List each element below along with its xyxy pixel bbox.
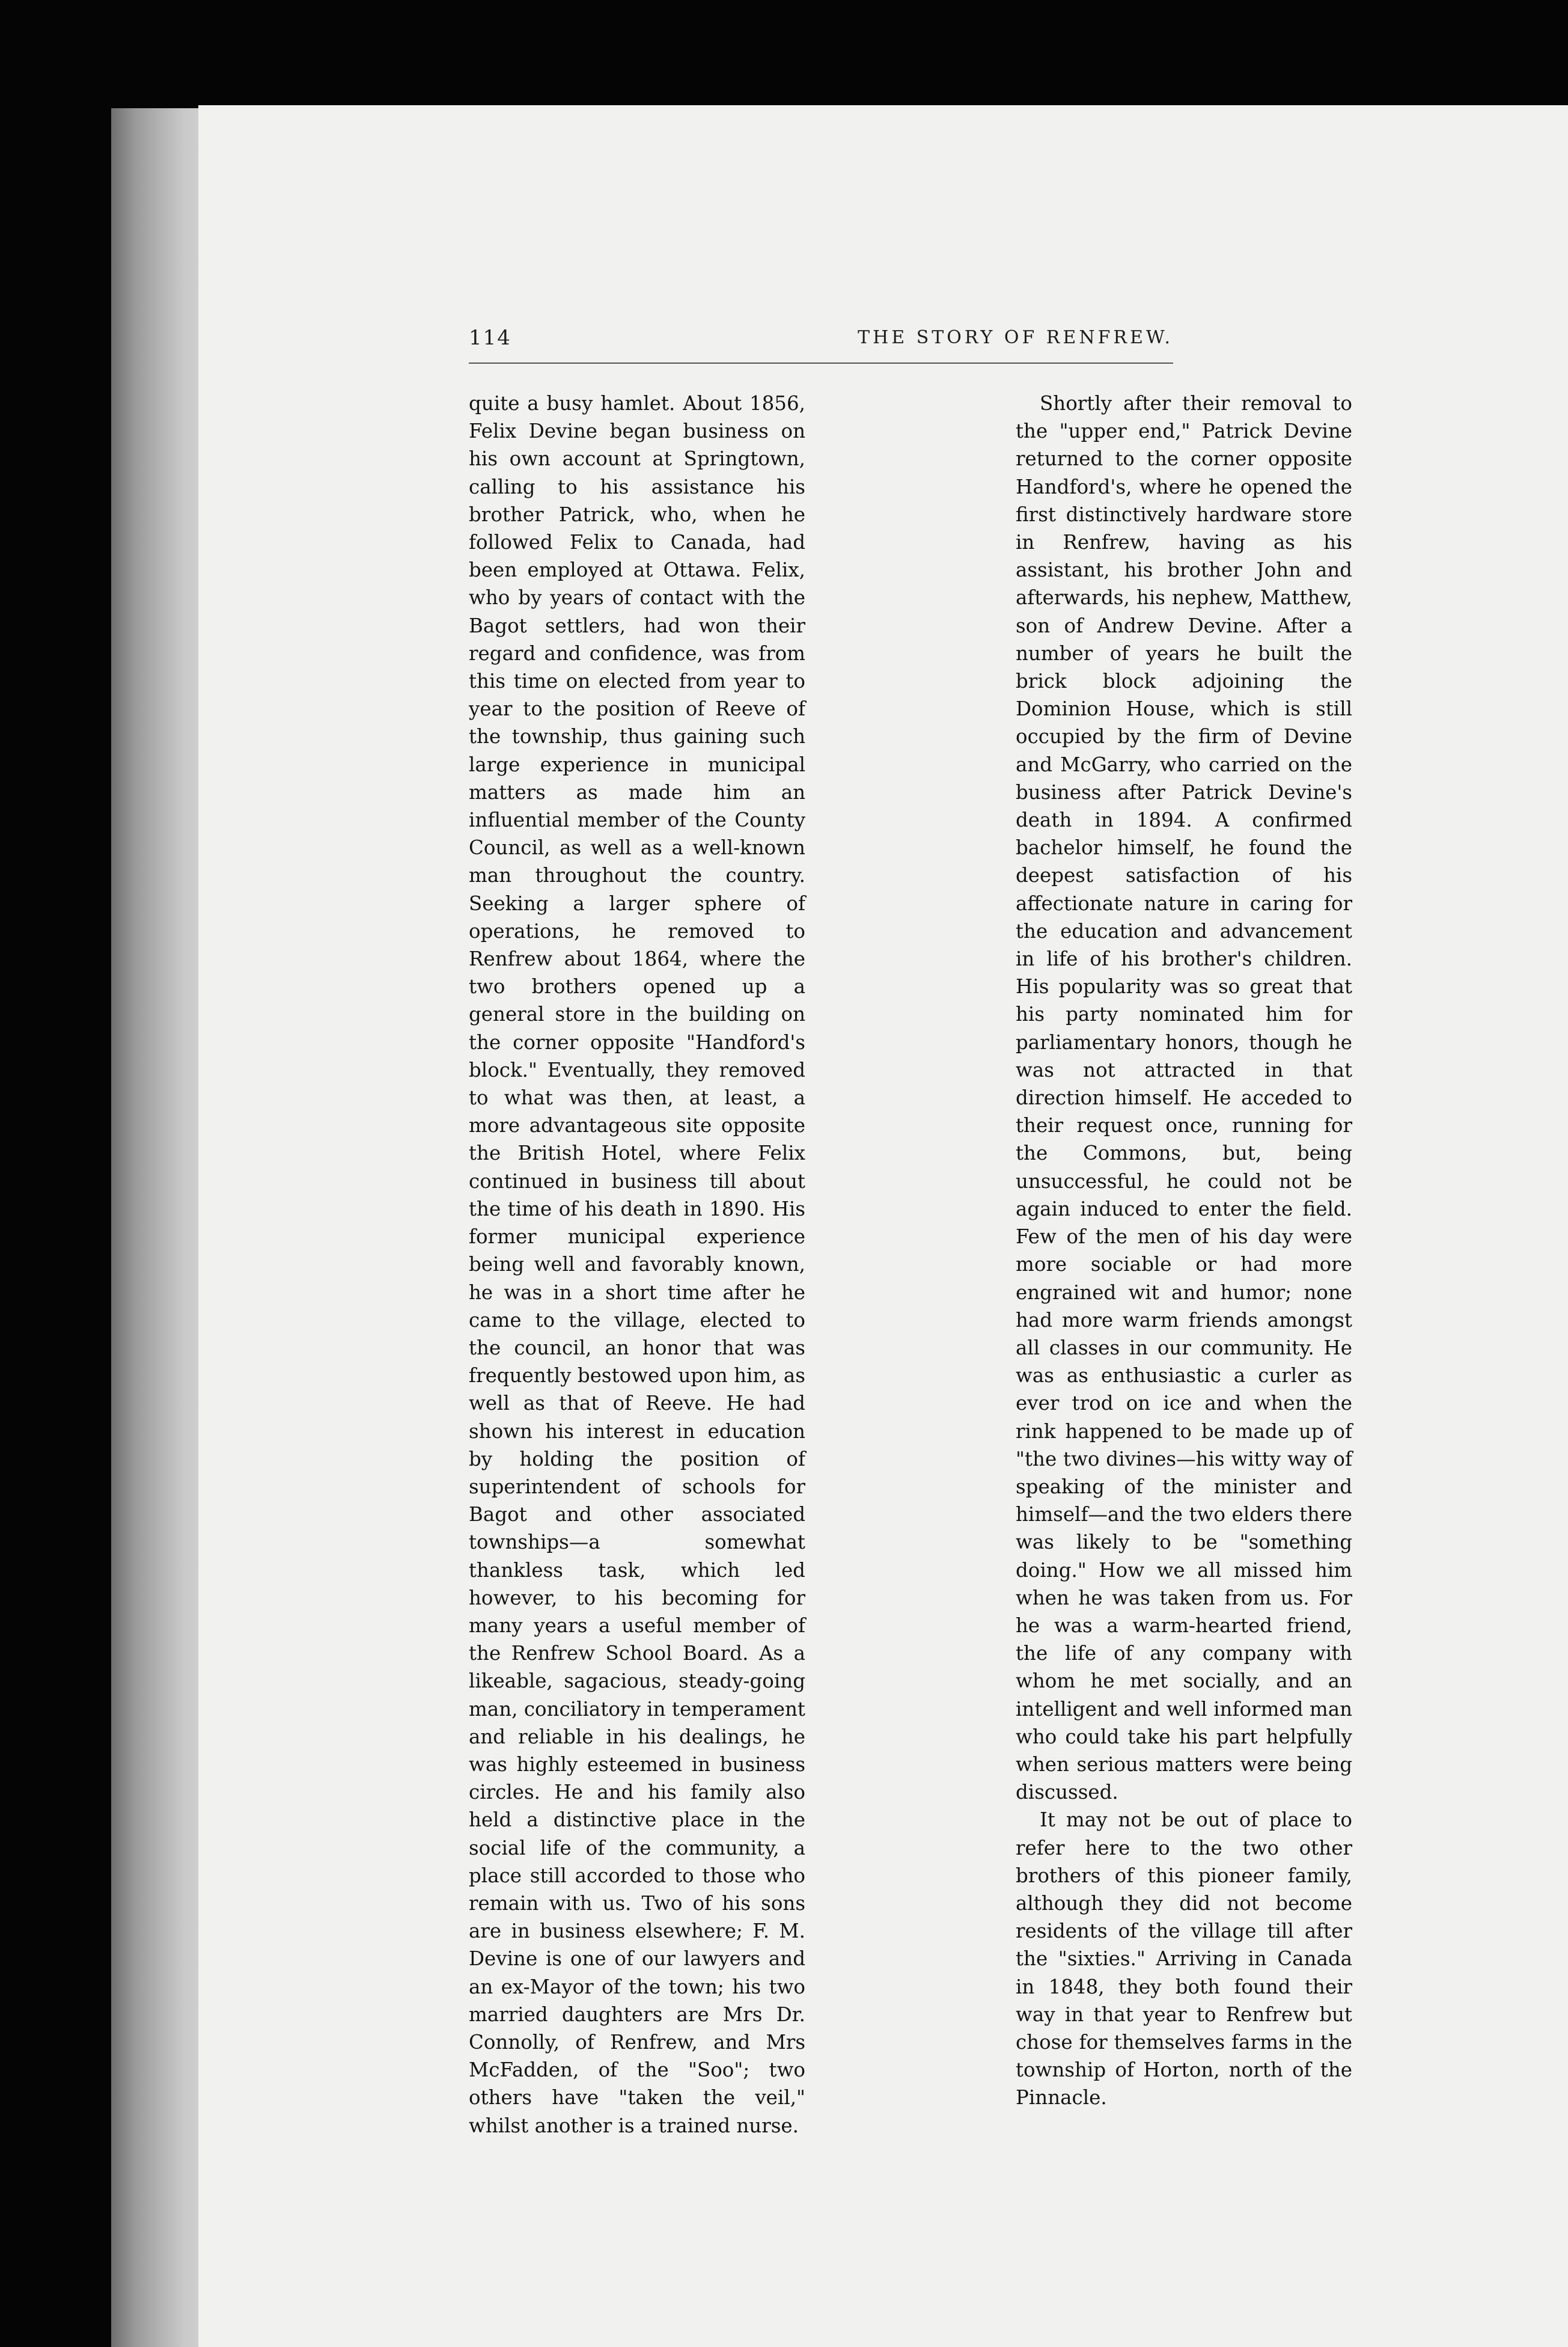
left-paragraph-1: quite a busy hamlet. About 1856, Felix Devine began business on his own account at Springtown, calling to his assistance his brother Patrick, who, when he followed Felix to Canada, had been employed at Ottawa. Felix, who by years of contact with the Bagot settlers, had won their regard and confidence, was from this time on elected from year to year to the position of Reeve of the township, thus gaining such large experience in municipal matters as made him an influential member of the County Council, as well as a well-known man throughout the country. Seeking a larger sphere of operations, he removed to Renfrew about 1864, where the two brothers opened up a general store in the building on the corner opposite "Handford's block." Eventually, they removed to what was then, at least, a more advantageous site opposite the British Hotel, where Felix continued in business till about the time of his death in 1890. His former municipal experience being well and favorably known, he was in a short time after he came to the village, elected to the council, an honor that was frequently bestowed upon him, as well as that of Reeve. He had shown his interest in education by holding the position of superintendent of schools for Bagot and other associated townships—a somewhat thankless task, which led however, to his becoming for many years a useful member of the Renfrew School Board. As a likeable, sagacious, steady-going man, conciliatory in temperament and reliable in his dealings, he was highly esteemed in business circles. He and his family also held a distinctive place in the social life of the community, a place still accorded to those who remain with us. Two of his sons are in business elsewhere; F. M. Devine is one of our lawyers and an ex-Mayor of the town; his two married daughters are Mrs Dr. Connolly, of Renfrew, and Mrs McFadden, of the "Soo"; two others have "taken the veil," whilst another is a trained nurse. [469, 392, 805, 2137]
right-paragraph-1: Shortly after their removal to the "upper end," Patrick Devine returned to the corner opposite Handford's, where he opened the first distinctively hardware store in Renfrew, having as his assistant, his brother John and afterwards, his nephew, Matthew, son of Andrew Devine. After a number of years he built the brick block adjoining the Dominion House, which is still occupied by the firm of Devine and McGarry, who carried on the business after Patrick Devine's death in 1894. A confirmed bachelor himself, he found the deepest satisfaction of his affectionate nature in caring for the education and advancement in life of his brother's children. His popularity was so great that his party nominated him for parliamentary honors, though he was not attracted in that direction himself. He acceded to their request once, running for the Commons, but, being unsuccessful, he could not be again induced to enter the field. Few of the men of his day were more sociable or had more engrained wit and humor; none had more warm friends amongst all classes in our community. He was as enthusiastic a curler as ever trod on ice and when the rink happened to be made up of "the two divines—his witty way of speaking of the minister and himself—and the two elders there was likely to be "something doing." How we all missed him when he was taken from us. For he was a warm-hearted friend, the life of any company with whom he met socially, and an intelligent and well informed man who could take his part helpfully when serious matters were being discussed. [1016, 392, 1352, 1804]
left-column [469, 390, 805, 2140]
header-rule [469, 363, 1173, 364]
right-paragraph-2: It may not be out of place to refer here to the two other brothers of this pioneer family, although they did not become residents of the village till after the "sixties." Arriving in Canada in 1848, they both found their way in that year to Renfrew but chose for themselves farms in the township of Horton, north of the Pinnacle. [1016, 1808, 1352, 2110]
right-column [1016, 390, 1352, 2112]
page-number: 114 [469, 326, 511, 350]
book-page [198, 105, 1568, 2347]
running-title: THE STORY OF RENFREW. [858, 327, 1173, 348]
page-header [469, 326, 1173, 362]
